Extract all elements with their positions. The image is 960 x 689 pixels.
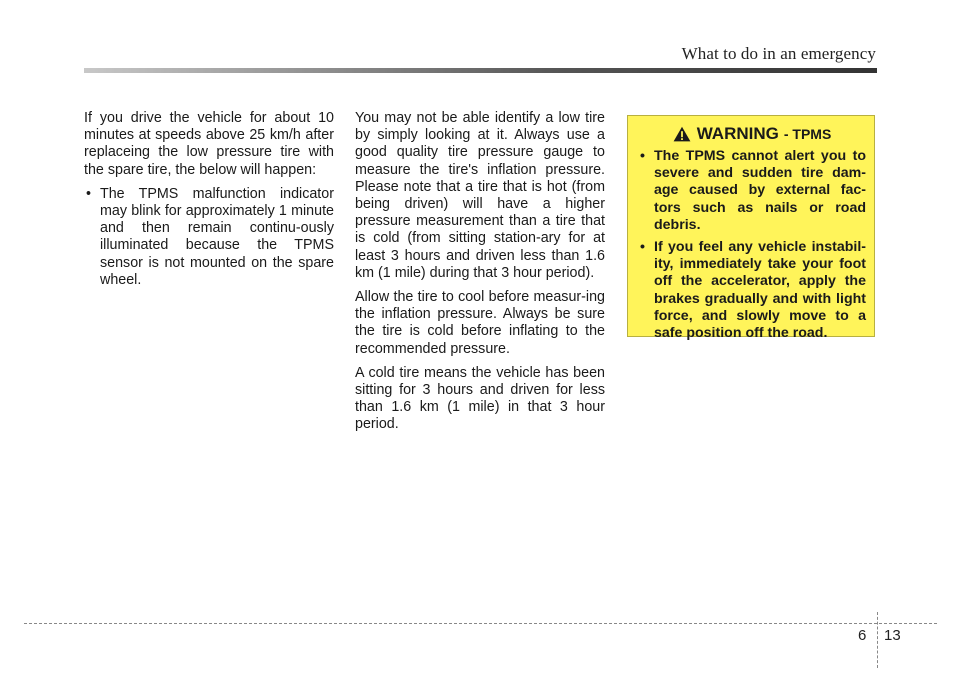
page-number: 13 [884, 627, 901, 644]
warning-title [638, 124, 866, 144]
footer-rule [24, 623, 937, 624]
left-column [84, 110, 334, 295]
intro-paragraph: If you drive the vehicle for about 10 minutes at speeds above 25 km/h after replaceing the low pressure tire with the spare tire, the below will happen: [84, 110, 334, 178]
header-rule [84, 68, 877, 73]
warning-bullet-list [638, 148, 866, 342]
list-item: • The TPMS cannot alert you to severe and sudden tire dam-age caused by external fac-tors such as nails or road debris. [638, 148, 866, 234]
body-paragraph: A cold tire means the vehicle has been sitting for 3 hours and driven for less than 1.6 km (1 mile) in that 3 hour period. [355, 364, 605, 433]
body-paragraph: You may not be able identify a low tire by simply looking at it. Always use a good quality tire pressure gauge to measure the tire's inflation pressure. Please note that a tire that is hot (from being driven) will have a higher pressure measurement than a tire that is cold (from sitting station-ary for at least 3 hours and driven less than 1.6 km (1 mile) during that 3 hour period). [355, 110, 605, 281]
warning-triangle-icon [673, 126, 691, 142]
warning-subtitle: - TPMS [783, 126, 832, 142]
chapter-number: 6 [858, 627, 867, 644]
body-paragraph: Allow the tire to cool before measur-ing the inflation pressure. Always be sure the tire is cold before inflating to the recommended pressure. [355, 289, 605, 357]
warning-label: WARNING [696, 124, 779, 143]
list-item: • If you feel any vehicle instabil-ity, immediately take your foot off the accelerator, apply the brakes gradually and with light force, and slowly move to a safe position off the road. [638, 239, 866, 342]
middle-column [355, 110, 605, 441]
left-bullet-list [84, 186, 334, 289]
list-item: • The TPMS malfunction indicator may blink for approximately 1 minute and then remain continu-ously illuminated because the TPMS sensor is not mounted on the spare wheel. [84, 186, 334, 289]
warning-box [627, 115, 875, 342]
section-title: What to do in an emergency [681, 44, 876, 63]
footer-divider [877, 612, 878, 668]
